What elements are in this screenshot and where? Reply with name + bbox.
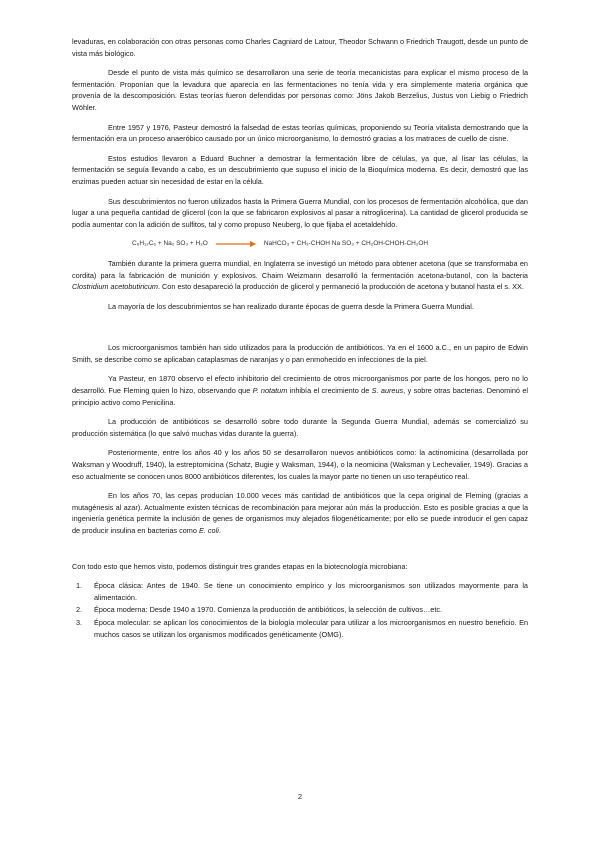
paragraph-text: También durante la primera guerra mundial, en Inglaterra se investigó un método para obtener acetona (que se transformaba en cordita) para la fabricación de munición y explosivos. Chaim Weizmann desarrolló la fermentación acetona-butanol, con la bacteria — [72, 258, 528, 280]
paragraph: Posteriormente, entre los años 40 y los años 50 se desarrollaron nuevos antibióticos como: la actinomicina (desarrollada por Waksman y Woodruff, 1940), la estreptomicina (Schatz, Bugie y Waksman, 1944), o la neomicina (Waksman y Lechevalier, 1949). Gracias a eso actualmente se conocen unos 8000 antibióticos diferentes, los cuales la mayor parte no tienen un uso terapéutico real. — [72, 448, 528, 481]
paragraph-text: , y sobre otras bacterias. Denominó el principio activo como Penicilina. — [72, 386, 529, 407]
stages-list — [72, 580, 528, 640]
paragraph: Estos estudios llevaron a Eduard Buchner a demostrar la fermentación libre de células, ya que, al lisar las células, la fermentación se seguía llevando a cabo, es un descubrimiento que supuso el inicio de la Bioquímica moderna. Es decir, demostró que las enzimas pueden actuar sin necesidad de estar en la célula. — [72, 153, 528, 186]
paragraph: Con todo esto que hemos visto, podemos distinguir tres grandes etapas en la biotecnología microbiana: — [72, 561, 408, 571]
paragraph: Entre 1957 y 1976, Pasteur demostró la falsedad de estas teorías químicas, proponiendo su Teoría vitalista demostrando que la fermentación era un proceso anaeróbico causado por un único microorganismo, lo demostró gracias a los matraces de cuello de cisne. — [72, 122, 528, 144]
paragraph: levaduras, en colaboración con otras personas como Charles Cagniard de Latour, Theodor Schwann o Friedrich Traugott, desde un punto de vista más biológico. — [72, 37, 528, 58]
paragraph: La producción de antibióticos se desarrolló sobre todo durante la Segunda Guerra Mundial, además se comercializó su producción sistemática (lo que salvó muchas vidas durante la guerra). — [72, 417, 528, 438]
paragraph — [72, 373, 528, 408]
species-name: S. aureus — [371, 386, 404, 396]
reaction-arrow-icon — [216, 241, 256, 247]
paragraph: Sus descubrimientos no fueron utilizados hasta la Primera Guerra Mundial, con los procesos de fermentación alcohólica, que dan lugar a una pequeña cantidad de glicerol (con la que se fabricaron explosivos al pasar a nitroglicerina). La cantidad de glicerol producida se podía aumentar con la adición de sulfitos, tal y como propuso Neuberg, lo que fijaba el acetaldehído. — [72, 196, 528, 229]
paragraph — [72, 258, 528, 293]
list-item — [72, 580, 528, 603]
paragraph — [72, 490, 528, 536]
section-gap — [72, 545, 528, 561]
species-name: Clostridium acetobutiricum — [72, 282, 158, 292]
equation-products: NaHCO₃ + CH₃-CHOH Na SO₃ + CH₂OH-CHOH-CH₂OH — [263, 240, 429, 248]
species-name: P. notatum — [252, 386, 288, 396]
paragraph: Los microorganismos también han sido utilizados para la producción de antibióticos. Ya en el 1600 a.C., en un papiro de Edwin Smith, se describe como se aplicaban cataplasmas de naranjas y o pan enmohecido en infecciones de la piel. — [72, 343, 528, 364]
list-item-text: Época molecular: se aplican los conocimientos de la biología molecular para utilizar a los microorganismos en nuestro beneficio. En muchos casos se utilizan los organismos modificados genéticamente (OMG). — [94, 617, 528, 639]
paragraph-text: inhibía el crecimiento de — [287, 386, 372, 396]
species-name: E. coli — [198, 526, 219, 535]
equation-reactants: C₆H₁₂C₆ + Na₂ SO₃ + H₂O — [132, 240, 208, 248]
list-item-text: Época clásica: Antes de 1940. Se tiene un conocimiento empírico y los microorganismos son utilizados mayormente para la alimentación. — [94, 581, 528, 602]
list-item — [72, 617, 528, 640]
paragraph-text: . — [218, 526, 221, 535]
section-gap — [72, 320, 528, 342]
page-body — [72, 36, 528, 641]
paragraph-text: Ya Pasteur, en 1870 observo el efecto inhibitorio del crecimiento de otros microorganismos por parte de los hongos, pero no lo desarrolló. Fue Fleming quien lo hizo, observando que — [72, 374, 528, 396]
list-item — [72, 604, 528, 616]
list-number: 1. — [76, 581, 83, 591]
list-item-text: Época moderna: Desde 1940 a 1970. Comienza la producción de antibióticos, la selección de cultivos…etc. — [94, 605, 443, 615]
list-number: 3. — [76, 617, 83, 627]
paragraph: La mayoría de los descubrimientos se han realizado durante épocas de guerra desde la Primera Guerra Mundial. — [108, 301, 474, 311]
chemical-equation — [132, 238, 528, 250]
paragraph-text: En los años 70, las cepas producían 10.000 veces más cantidad de antibióticos que la cepa original de Fleming (gracias a mutagénesis al azar). Actualmente existen técnicas de recombinación para mejorar aún más la producción. Esto es posible gracias a que la ingeniería genética permite la inclusión de genes de organismos muy alejados filogenéticamente; por ello se puede introducir el gen capaz de producir insulina en bacterias como — [72, 491, 528, 535]
paragraph: Desde el punto de vista más químico se desarrollaron una serie de teoría mecanicistas para explicar el mismo proceso de la fermentación. Proponían que la levadura que aparecía en las fermentaciones no tenía vida y era simplemente materia orgánica que provenía de la descomposición. Estas teorías fueron defendidas por personas como: Jöns Jakob Berzelius, Justus von Liebig o Friedrich Wöhler. — [72, 68, 528, 112]
list-number: 2. — [76, 605, 83, 615]
paragraph-text: . Con esto desapareció la producción de glicerol y permaneció la producción de acetona y butanol hasta el s. XX. — [157, 282, 524, 292]
page-number: 2 — [297, 792, 303, 801]
